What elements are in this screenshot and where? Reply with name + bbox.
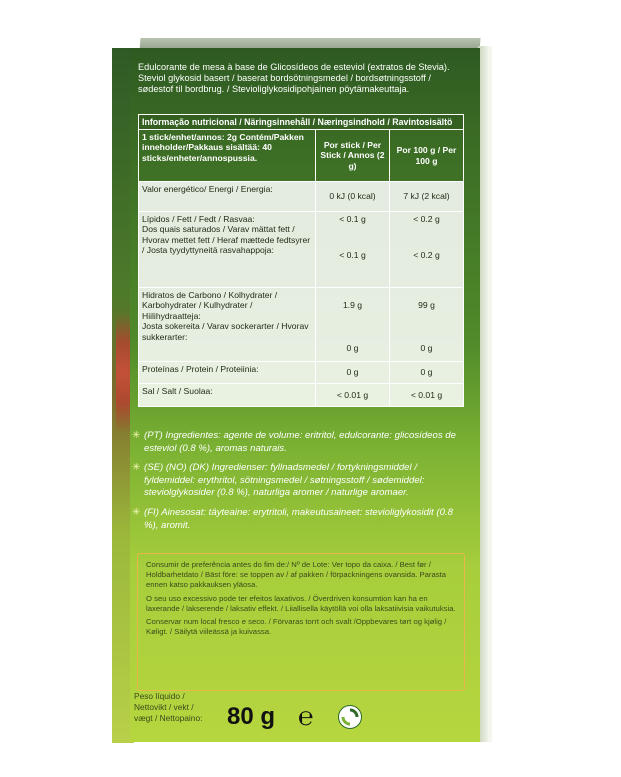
fat-label: Lípidos / Fett / Fedt / Rasvaa:: [142, 214, 255, 224]
sparkle-icon: ✳: [132, 506, 141, 518]
storage-instructions: Conservar num local fresco e seco. / Förvaras torrt och svalt /Oppbevares tørt og kjølig / Køligt. / Säilytä viileässä ja kuivassa.: [146, 617, 447, 637]
sugar-per-stick: 0 g: [346, 342, 359, 353]
box-flap: [488, 46, 492, 742]
description-line: Steviol glykosid basert / baserat bordsötningsmedel / bordsøtningsstoff /: [138, 73, 431, 84]
salt-per-100g: < 0.01 g: [390, 384, 463, 406]
package-side-panel: [130, 48, 480, 742]
carb-label-group: [139, 288, 316, 362]
column-per-100g: Por 100 g / Per 100 g: [390, 130, 463, 182]
saturated-per-stick: < 0.1 g: [339, 249, 366, 260]
saturated-per-100g: < 0.2 g: [413, 249, 440, 260]
laxative-warning: O seu uso excessivo pode ter efeitos laxativos. / Överdriven konsumtion kan ha en laxerande / lakserende / laksativ effekt. / Liiallisella käytöllä voi olla laksatiivisia vaikutuksia.: [146, 593, 456, 613]
fat-per-stick: < 0.1 g: [339, 214, 366, 224]
column-per-stick: Por stick / Per Stick / Annos (2 g): [316, 130, 390, 182]
salt-label: Sal / Salt / Suolaa:: [139, 384, 316, 406]
description-line: sødestof til bordbrug. / Stevioliglykosidipohjainen pöytämakeuttaja.: [138, 84, 410, 95]
fat-per-100g: < 0.2 g: [413, 214, 440, 224]
salt-per-stick: < 0.01 g: [316, 384, 390, 406]
sugar-per-100g: 0 g: [420, 342, 433, 353]
protein-per-100g: 0 g: [390, 362, 463, 384]
storage-info-box: [137, 553, 465, 691]
fat-per-100g-group: [390, 212, 463, 288]
nutrition-table-header: Informação nutricional / Näringsinnehåll / Næringsindhold / Ravintosisältö: [139, 115, 463, 130]
nutrition-table: [138, 114, 464, 407]
saturated-fat-label: Dos quais saturados / Varav mättat fett / Hvorav mettet fett / Heraf mættede fedtsyrer / Josta tyydyttyneitä rasvahappoja:: [142, 224, 311, 256]
carb-per-stick-group: [316, 288, 390, 362]
description-line: Edulcorante de mesa à base de Glicosídeos de esteviol (extratos de Stevia).: [138, 62, 450, 72]
energy-per-stick: 0 kJ (0 kcal): [316, 182, 390, 212]
carb-label: Hidratos de Carbono / Kolhydrater / Karbohydrater / Kulhydrater / Hiilihydraatteja:: [142, 290, 278, 321]
e-mark-icon: ℮: [298, 701, 314, 731]
sugar-label: Josta sokereita / Varav sockerarter / Hvorav sukkerarter:: [142, 321, 309, 342]
net-weight-value: 80 g: [227, 703, 276, 730]
fat-per-stick-group: [316, 212, 390, 288]
ingredients-fi: (FI) Ainesosat: täyteaine: erytritoli, makeutusaineet: stevioliglykosidit (0.8 %), aromit.: [144, 506, 453, 531]
energy-per-100g: 7 kJ (2 kcal): [390, 182, 463, 212]
carb-per-100g-group: [390, 288, 463, 362]
net-weight-block: [132, 691, 477, 737]
ingredients-section: [132, 430, 464, 539]
ingredients-pt: (PT) Ingredientes: agente de volume: eritritol, edulcorante: glicosídeos de esteviol (0.8 %), aromas naturais.: [144, 430, 456, 454]
ingredients-se-no-dk: (SE) (NO) (DK) Ingredienser: fyllnadsmedel / fortykningsmiddel / fyldemiddel: erythritol, sötningsmedel / søtningsstoff / sødemiddel: steviolglykosider (0.8 %), naturliga aromer / naturlige aromaer.: [144, 462, 425, 499]
carb-per-stick: 1.9 g: [342, 300, 363, 310]
fat-label-group: [139, 212, 316, 288]
sparkle-icon: ✳: [132, 430, 141, 441]
protein-per-stick: 0 g: [316, 362, 390, 384]
protein-label: Proteínas / Protein / Proteiinia:: [139, 362, 316, 384]
net-weight-label: Peso líquido / Nettovikt / vekt / vægt / Nettopaino:: [134, 691, 203, 723]
nutrition-grid: [139, 130, 463, 406]
carb-per-100g: 99 g: [418, 300, 435, 310]
best-before-text: Consumir de preferência antes do fim de:/ Nº de Lote: Ver topo da caixa. / Best før / Holdbarhetdato / Bäst före: se toppen av / af pakken / förpackningens ovansida. Parasta ennen katso pakkauksen yläosa.: [146, 560, 447, 590]
sparkle-icon: ✳: [132, 462, 141, 474]
product-description: [138, 62, 473, 96]
green-dot-recycle-icon: [338, 705, 362, 729]
column-description: 1 stick/enhet/annos: 2g Contém/Pakken inneholder/Pakkaus sisältää: 40 sticks/enheter/annospussia.: [139, 130, 316, 182]
energy-label: Valor energético/ Energi / Energia:: [139, 182, 316, 212]
